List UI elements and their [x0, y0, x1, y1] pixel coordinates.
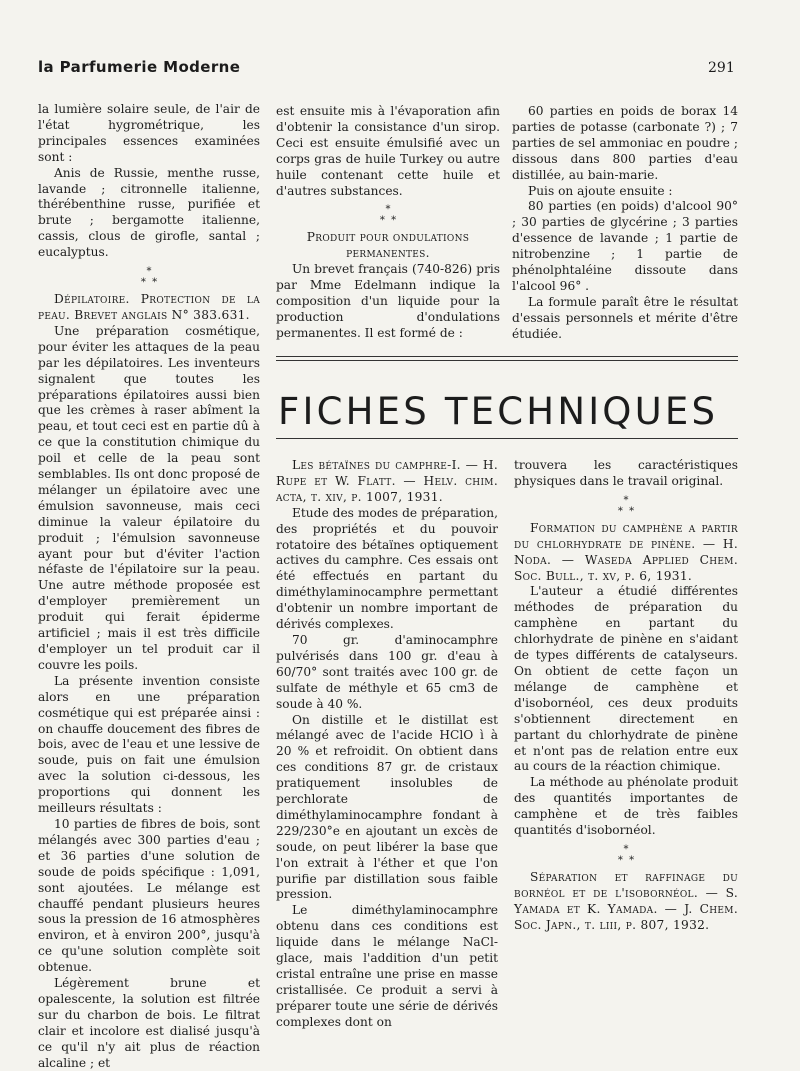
- paragraph: 70 gr. d'aminocamphre pulvérisés dans 100 gr. d'eau à 60/70° sont traités avec 100 gr. de sulfate de méthyle et 65 cm3 de soude à 40 %.: [276, 632, 498, 711]
- paragraph: 80 parties (en poids) d'alcool 90° ; 30 parties de glycérine ; 3 parties d'essence de lavande ; 1 partie de nitrobenzine ; 1 partie de phénolphtaléine dissoute dans l'alcool 96° .: [512, 199, 738, 293]
- section-heading: Formation du camphène a partir du chlorhydrate de pinène. — H. Noda. — Waseda Applied Chem. Soc. Bull., t. xv, p. 6, 1931.: [514, 520, 738, 583]
- paragraph: L'auteur a étudié différentes méthodes de préparation du camphène en partant du chlorhydrate de pinène en s'aidant de types différents de catalyseurs. On obtient de cette façon un mélange de camphène et d'isobornéol, ces deux produits s'obtiennent directement en partant du chlorhydrate de pinène et n'ont pas de relation entre eux au cours de la réaction chimique.: [514, 584, 738, 774]
- column-5: [514, 458, 738, 934]
- running-header-title: la Parfumerie Moderne: [38, 58, 241, 76]
- paragraph: On distille et le distillat est mélangé avec de l'acide HClO ì à 20 % et refroidit. On obtient dans ces conditions 87 gr. de cristaux pratiquement insolubles de perchlorate de diméthylaminocamphre fondant à 229/230°e en ajoutant un excès de soude, on peut libérer la base que l'on extrait à l'éther et que l'on purifie par distillation sous faible pression.: [276, 712, 498, 902]
- section-separator: * * *: [140, 266, 158, 289]
- paragraph: La présente invention consiste alors en une préparation cosmétique qui est préparée ainsi : on chauffe doucement des fibres de bois, avec de l'eau et une lessive de soude, puis on fait une émulsion avec la solution ci-dessous, les proportions qui donnent les meilleurs résultats :: [38, 673, 260, 816]
- page-number: 291: [708, 60, 735, 76]
- paragraph: Le diméthylaminocamphre obtenu dans ces conditions est liquide dans le mélange NaCl-glace, mais l'addition d'un petit cristal entraîne une prise en masse cristallisée. Ce produit a servi à préparer toute une série de dérivés complexes dont on: [276, 903, 498, 1029]
- paragraph: est ensuite mis à l'évaporation afin d'obtenir la consistance d'un sirop. Ceci est ensuite émulsifié avec un corps gras de huile Turkey ou autre huile contenant cette huile et d'autres substances.: [276, 104, 500, 198]
- paragraph: 60 parties en poids de borax 14 parties de potasse (carbonate ?) ; 7 parties de sel ammoniac en poudre ; dissous dans 800 parties d'eau distillée, au bain-marie.: [512, 104, 738, 182]
- paragraph: 10 parties de fibres de bois, sont mélangés avec 300 parties d'eau ; et 36 parties d'une solution de soude de poids spécifique : 1,091, sont ajoutées. Le mélange est chauffé pendant plusieurs heures sous la pression de 16 atmosphères environ, et à environ 200°, jusqu'à ce qu'une solution complète soit obtenue.: [38, 816, 260, 975]
- section-banner-title: FICHES TECHNIQUES: [278, 390, 719, 433]
- section-heading: Dépilatoire. Protection de la peau. Brevet anglais N° 383.631.: [38, 292, 260, 322]
- section-heading-continued: permanentes.: [346, 246, 430, 261]
- paragraph: La méthode au phénolate produit des quantités importantes de camphène et de très faibles quantités d'isobornéol.: [514, 775, 738, 838]
- paragraph: Etude des modes de préparation, des propriétés et du pouvoir rotatoire des bétaïnes optiquement actives du camphre. Ces essais ont été effectués en partant du diméthylaminocamphre permettant d'obtenir un nombre important de dérivés complexes.: [276, 505, 498, 632]
- double-rule: [276, 356, 738, 361]
- section-heading: Les bétaïnes du camphre-I. — H. Rupe et W. Flatt. — Helv. chim. acta, t. xiv, p. 1007, 1931.: [276, 458, 498, 504]
- paragraph: Légèrement brune et opalescente, la solution est filtrée sur du charbon de bois. Le filtrat clair et incolore est dialisé jusqu'à ce qu'il n'y ait plus de réaction alcaline ; et: [38, 976, 260, 1070]
- paragraph: Une préparation cosmétique, pour éviter les attaques de la peau par les dépilatoires. Les inventeurs signalent que toutes les préparations épilatoires aussi bien que les crèmes à raser abîment la peau, et tout ceci est en partie dû à ce que la constitution chimique du poil et celle de la peau sont semblables. Ils ont donc proposé de mélanger un épilatoire avec une émulsion savonneuse, mais ceci diminue la valeur épilatoire du produit ; l'émulsion savonneuse ayant pour but d'éviter l'action néfaste de l'épilatoire sur la peau. Une autre méthode proposée est d'employer premièrement un produit qui ferait épiderme artificiel ; mais il est très difficile d'employer un tel produit car il couvre les poils.: [38, 323, 260, 672]
- column-2: [276, 104, 500, 342]
- section-heading: Produit pour ondulations: [306, 230, 470, 245]
- section-separator: * * *: [617, 494, 635, 517]
- column-3: [512, 104, 738, 343]
- section-separator: * * *: [379, 204, 397, 227]
- paragraph: Un brevet français (740-826) pris par Mme Edelmann indique la composition d'un liquide pour la production d'ondulations permanentes. Il est formé de :: [276, 262, 500, 340]
- paragraph: Puis on ajoute ensuite :: [528, 183, 673, 198]
- paragraph: la lumière solaire seule, de l'air de l'état hygrométrique, les principales essences examinées sont :: [38, 102, 260, 164]
- section-heading: Séparation et raffinage du bornéol et de l'isobornéol. — S. Yamada et K. Yamada. — J. Chem. Soc. Japn., t. liii, p. 807, 1932.: [514, 869, 738, 932]
- banner-rule: [276, 438, 738, 439]
- paragraph: La formule paraît être le résultat d'essais personnels et mérite d'être étudiée.: [512, 294, 738, 341]
- column-1: [38, 102, 260, 1071]
- column-4: [276, 458, 498, 1031]
- paragraph: Anis de Russie, menthe russe, lavande ; citronnelle italienne, thérébenthine russe, purifiée et brute ; bergamotte italienne, cassis, clous de girofle, santal ; eucalyptus.: [38, 165, 260, 260]
- paragraph: trouvera les caractéristiques physiques dans le travail original.: [514, 458, 738, 488]
- section-separator: * * *: [617, 843, 635, 866]
